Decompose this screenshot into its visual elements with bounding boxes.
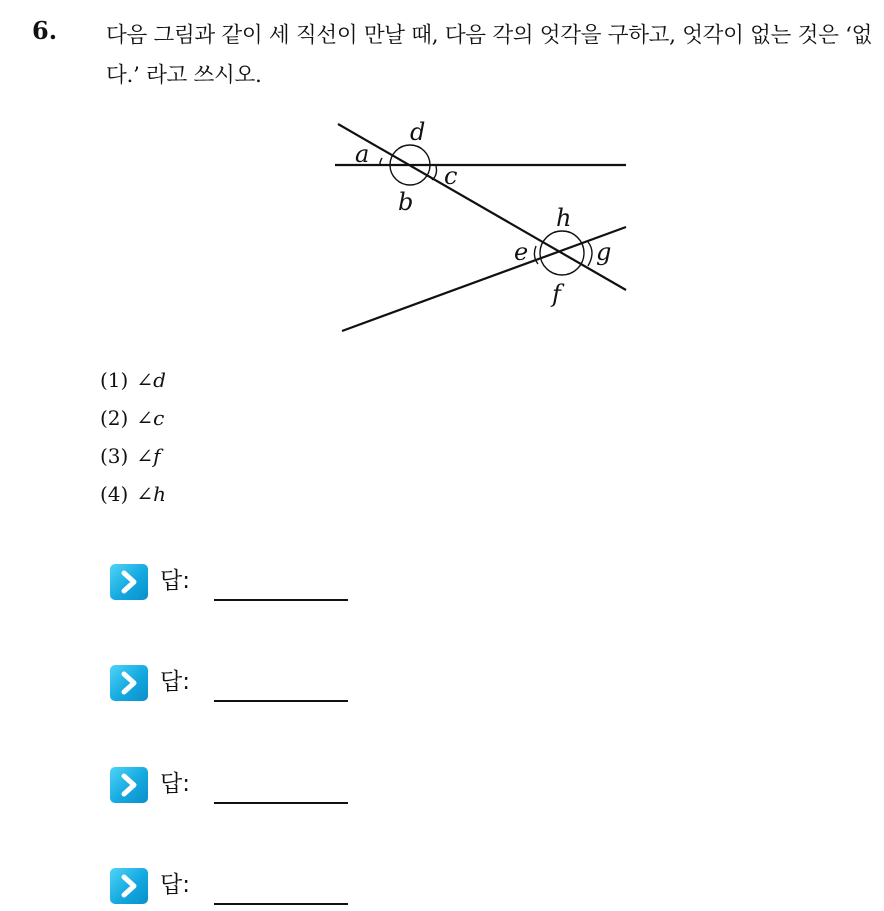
ascending-line (342, 227, 626, 331)
answer-blank[interactable] (214, 599, 348, 601)
subquestion-angle: ∠f (136, 444, 161, 468)
answer-blank[interactable] (214, 700, 348, 702)
subquestion-number: (1) (100, 368, 129, 392)
answer-row-3 (110, 765, 370, 809)
subquestion-angle: ∠h (136, 482, 166, 506)
subquestion-1 (100, 368, 166, 392)
subquestion-number: (4) (100, 482, 129, 506)
answer-label: 답: (160, 568, 190, 594)
answer-label: 답: (160, 771, 190, 797)
label-e: e (514, 238, 529, 266)
angle-arc-g (588, 242, 592, 266)
subquestion-angle: ∠d (136, 368, 166, 392)
label-g: g (596, 238, 612, 266)
answer-row-1 (110, 562, 370, 606)
subquestion-2 (100, 406, 164, 430)
subquestion-number: (2) (100, 406, 129, 430)
subquestion-number: (3) (100, 444, 129, 468)
label-f: f (552, 280, 561, 308)
subquestion-angle: ∠c (136, 406, 165, 430)
answer-blank[interactable] (214, 903, 348, 905)
three-lines-figure (320, 110, 640, 340)
label-d: d (410, 118, 426, 146)
answer-label: 답: (160, 669, 190, 695)
subquestion-4 (100, 482, 166, 506)
chevron-right-icon (110, 868, 148, 904)
subquestion-3 (100, 444, 161, 468)
chevron-right-icon (110, 564, 148, 600)
label-b: b (398, 188, 414, 216)
chevron-right-icon (110, 665, 148, 701)
answer-row-4 (110, 866, 370, 910)
answer-label: 답: (160, 872, 190, 898)
answer-blank[interactable] (214, 802, 348, 804)
transversal-line (338, 124, 626, 290)
label-c: c (444, 162, 458, 190)
label-a: a (355, 140, 370, 168)
label-h: h (556, 204, 572, 232)
answer-row-2 (110, 663, 370, 707)
question-number: 6. (32, 16, 58, 45)
question-prompt: 다음 그림과 같이 세 직선이 만날 때, 다음 각의 엇각을 구하고, 엇각이 없는 것은 ‘없다.’ 라고 쓰시오. (106, 23, 873, 88)
chevron-right-icon (110, 767, 148, 803)
